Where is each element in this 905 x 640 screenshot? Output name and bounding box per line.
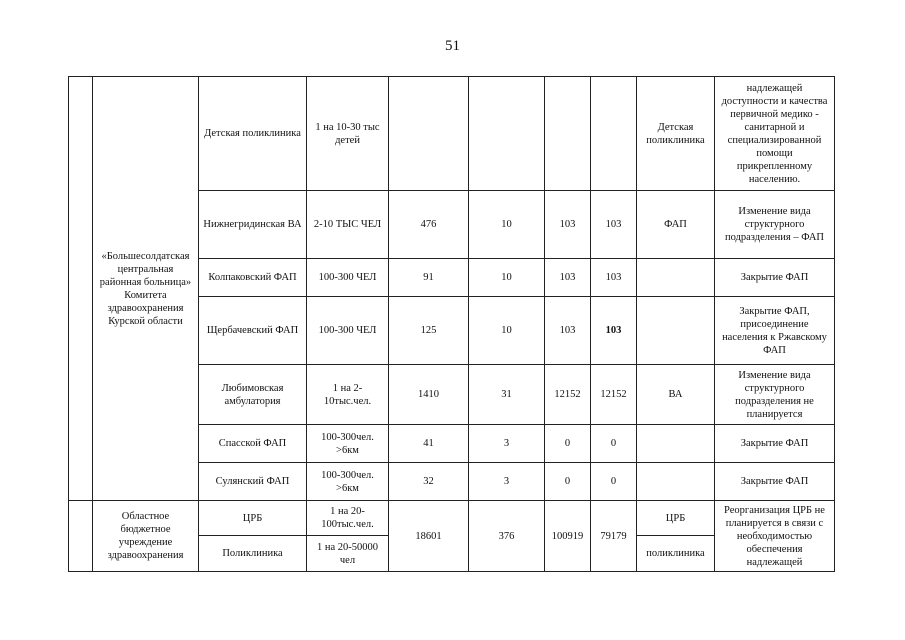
value-cell: 0 xyxy=(545,425,591,463)
norm-cell: 100-300чел. >6км xyxy=(307,463,389,501)
value-cell: 18601 xyxy=(389,501,469,572)
new-type-cell xyxy=(637,463,715,501)
org-cell: Областное бюджетное учреждение здравоохранения xyxy=(93,501,199,572)
new-type-cell xyxy=(637,425,715,463)
norm-cell: 1 на 10-30 тыс детей xyxy=(307,77,389,191)
new-type-cell: ВА xyxy=(637,365,715,425)
norm-cell: 1 на 20-50000 чел xyxy=(307,536,389,572)
document-table xyxy=(68,76,835,572)
value-cell: 10 xyxy=(469,297,545,365)
norm-cell: 100-300 ЧЕЛ xyxy=(307,297,389,365)
new-type-cell: ФАП xyxy=(637,191,715,259)
row-number-cell xyxy=(69,77,93,501)
value-cell: 103 xyxy=(591,297,637,365)
value-cell: 103 xyxy=(545,191,591,259)
value-cell: 41 xyxy=(389,425,469,463)
page-number: 51 xyxy=(445,38,460,54)
note-cell: надлежащей доступности и качества первичной медико - санитарной и специализированной помощи прикрепленному населению. xyxy=(715,77,835,191)
row-number-cell xyxy=(69,501,93,572)
value-cell: 103 xyxy=(545,297,591,365)
value-cell: 100919 xyxy=(545,501,591,572)
note-cell: Изменение вида структурного подразделения – ФАП xyxy=(715,191,835,259)
value-cell: 3 xyxy=(469,425,545,463)
value-cell: 103 xyxy=(591,191,637,259)
value-cell: 31 xyxy=(469,365,545,425)
value-cell xyxy=(389,77,469,191)
value-cell: 12152 xyxy=(591,365,637,425)
name-cell: Детская поликлиника xyxy=(199,77,307,191)
value-cell: 103 xyxy=(545,259,591,297)
table-row xyxy=(69,501,835,536)
new-type-cell xyxy=(637,259,715,297)
norm-cell: 2-10 ТЫС ЧЕЛ xyxy=(307,191,389,259)
value-cell: 12152 xyxy=(545,365,591,425)
name-cell: Сулянский ФАП xyxy=(199,463,307,501)
value-cell: 0 xyxy=(591,425,637,463)
value-cell: 376 xyxy=(469,501,545,572)
value-cell: 79179 xyxy=(591,501,637,572)
note-cell: Закрытие ФАП xyxy=(715,259,835,297)
new-type-cell: поликлиника xyxy=(637,536,715,572)
norm-cell: 100-300чел. >6км xyxy=(307,425,389,463)
table-row xyxy=(69,77,835,191)
new-type-cell xyxy=(637,297,715,365)
value-cell: 3 xyxy=(469,463,545,501)
value-cell: 91 xyxy=(389,259,469,297)
value-cell: 0 xyxy=(591,463,637,501)
name-cell: Поликлиника xyxy=(199,536,307,572)
value-cell: 125 xyxy=(389,297,469,365)
note-cell: Закрытие ФАП xyxy=(715,463,835,501)
value-cell: 1410 xyxy=(389,365,469,425)
value-cell xyxy=(469,77,545,191)
value-cell: 476 xyxy=(389,191,469,259)
note-cell: Реорганизация ЦРБ не планируется в связи с необходимостью обеспечения надлежащей xyxy=(715,501,835,572)
name-cell: Щербачевский ФАП xyxy=(199,297,307,365)
new-type-cell: ЦРБ xyxy=(637,501,715,536)
name-cell: Нижнегридинская ВА xyxy=(199,191,307,259)
value-cell: 10 xyxy=(469,191,545,259)
new-type-cell: Детская поликлиника xyxy=(637,77,715,191)
value-cell xyxy=(545,77,591,191)
value-cell: 103 xyxy=(591,259,637,297)
value-cell: 0 xyxy=(545,463,591,501)
name-cell: Любимовская амбулатория xyxy=(199,365,307,425)
note-cell: Закрытие ФАП xyxy=(715,425,835,463)
name-cell: ЦРБ xyxy=(199,501,307,536)
name-cell: Колпаковский ФАП xyxy=(199,259,307,297)
value-cell: 32 xyxy=(389,463,469,501)
norm-cell: 100-300 ЧЕЛ xyxy=(307,259,389,297)
value-cell: 10 xyxy=(469,259,545,297)
name-cell: Спасской ФАП xyxy=(199,425,307,463)
note-cell: Закрытие ФАП, присоединение населения к Ржавскому ФАП xyxy=(715,297,835,365)
note-cell: Изменение вида структурного подразделения не планируется xyxy=(715,365,835,425)
org-cell: «Большесолдатская центральная районная больница» Комитета здравоохранения Курской области xyxy=(93,77,199,501)
value-cell xyxy=(591,77,637,191)
norm-cell: 1 на 2-10тыс.чел. xyxy=(307,365,389,425)
norm-cell: 1 на 20-100тыс.чел. xyxy=(307,501,389,536)
